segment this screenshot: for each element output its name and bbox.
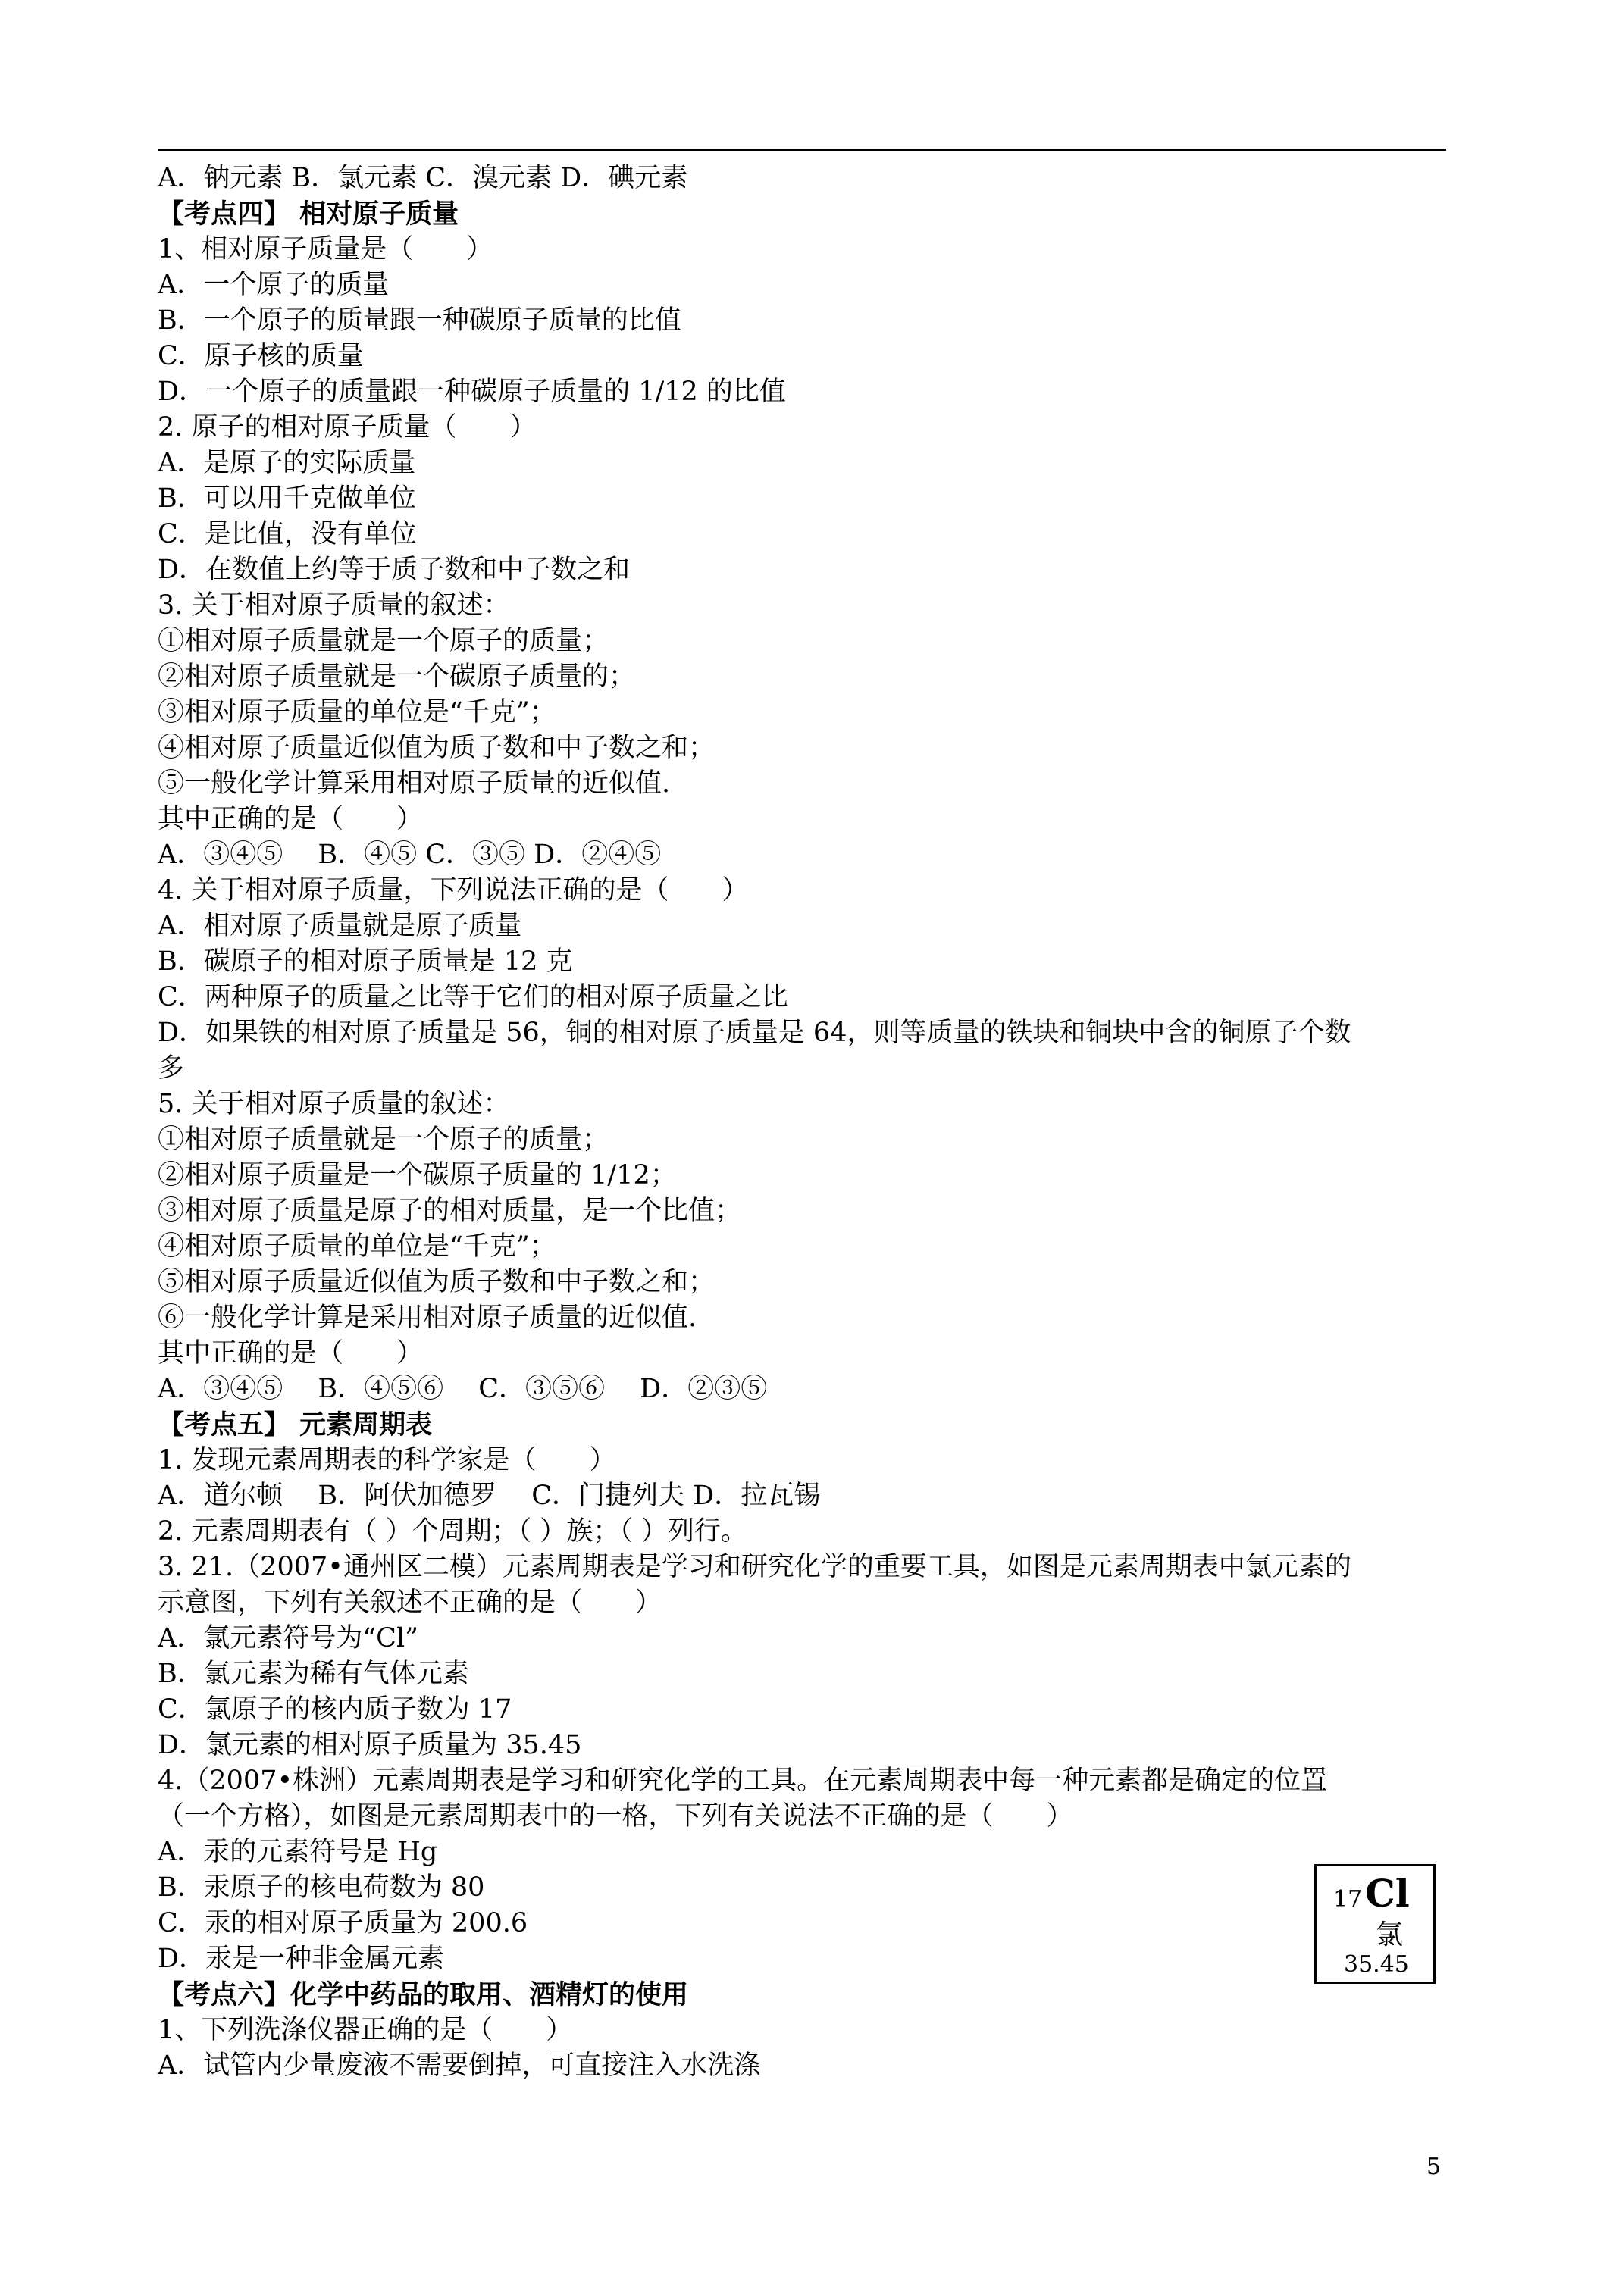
text-line: A．道尔顿 B．阿伏加德罗 C．门捷列夫 D．拉瓦锡 <box>158 1481 821 1511</box>
text-line: A．钠元素 B．氯元素 C．溴元素 D．碘元素 <box>158 163 688 193</box>
section-heading: 【考点四】 相对原子质量 <box>158 199 459 230</box>
text-line: C．原子核的质量 <box>158 341 364 371</box>
text-line: A．是原子的实际质量 <box>158 448 416 478</box>
text-line: D．一个原子的质量跟一种碳原子质量的 1/12 的比值 <box>158 377 786 407</box>
text-line: A．一个原子的质量 <box>158 270 390 300</box>
text-line: B．碳原子的相对原子质量是 12 克 <box>158 946 573 977</box>
periodic-table-cell-chlorine <box>1314 1864 1436 1984</box>
text-line: A．③④⑤ B．④⑤⑥ C．③⑤⑥ D．②③⑤ <box>158 1374 768 1404</box>
text-line: A．③④⑤ B．④⑤ C．③⑤ D．②④⑤ <box>158 840 662 870</box>
text-line: A．试管内少量废液不需要倒掉，可直接注入水洗涤 <box>158 2050 761 2081</box>
text-line: ②相对原子质量就是一个碳原子质量的； <box>158 662 636 692</box>
text-line: 1、相对原子质量是（ ） <box>158 234 493 264</box>
text-line: 多 <box>158 1053 185 1084</box>
text-line: C．两种原子的质量之比等于它们的相对原子质量之比 <box>158 982 788 1012</box>
text-line: ④相对原子质量的单位是“千克”； <box>158 1231 556 1262</box>
text-line: C．汞的相对原子质量为 200.6 <box>158 1908 528 1938</box>
text-line: ⑤一般化学计算采用相对原子质量的近似值. <box>158 768 671 799</box>
element-symbol: Cl <box>1365 1871 1410 1916</box>
text-line: 其中正确的是（ ） <box>158 1338 424 1369</box>
text-line: C．是比值，没有单位 <box>158 519 417 549</box>
text-line: 1. 发现元素周期表的科学家是（ ） <box>158 1445 616 1475</box>
text-line: 3. 关于相对原子质量的叙述： <box>158 590 510 621</box>
text-line: D．在数值上约等于质子数和中子数之和 <box>158 555 631 585</box>
text-line: 示意图，下列有关叙述不正确的是（ ） <box>158 1587 662 1618</box>
text-line: 4.（2007•株洲）元素周期表是学习和研究化学的工具。在元素周期表中每一种元素都是确定的位置 <box>158 1766 1328 1796</box>
text-line: 2. 原子的相对原子质量（ ） <box>158 412 537 443</box>
text-line: ⑤相对原子质量近似值为质子数和中子数之和； <box>158 1267 715 1297</box>
text-line: 其中正确的是（ ） <box>158 804 424 834</box>
text-line: B．汞原子的核电荷数为 80 <box>158 1872 485 1903</box>
text-line: （一个方格），如图是元素周期表中的一格，下列有关说法不正确的是（ ） <box>158 1801 1073 1831</box>
text-line: 3. 21.（2007•通州区二模）元素周期表是学习和研究化学的重要工具，如图是元素周期表中氯元素的 <box>158 1552 1351 1582</box>
text-line: C．氯原子的核内质子数为 17 <box>158 1694 512 1725</box>
document-body <box>158 161 1446 2084</box>
text-line: A．氯元素符号为“Cl” <box>158 1623 419 1653</box>
text-line: 4. 关于相对原子质量，下列说法正确的是（ ） <box>158 875 749 906</box>
text-line: D．如果铁的相对原子质量是 56，铜的相对原子质量是 64，则等质量的铁块和铜块中含的铜原子个数 <box>158 1018 1351 1048</box>
atomic-number: 17 <box>1333 1886 1363 1913</box>
text-line: ①相对原子质量就是一个原子的质量； <box>158 626 609 656</box>
section-heading: 【考点五】 元素周期表 <box>158 1409 433 1440</box>
text-line: ④相对原子质量近似值为质子数和中子数之和； <box>158 733 715 763</box>
header-rule <box>158 149 1446 151</box>
text-line: ①相对原子质量就是一个原子的质量； <box>158 1125 609 1155</box>
section-heading: 【考点六】化学中药品的取用、酒精灯的使用 <box>158 1979 689 2010</box>
page-number: 5 <box>1426 2154 1442 2180</box>
text-line: A．汞的元素符号是 Hg <box>158 1837 438 1867</box>
text-line: D．氯元素的相对原子质量为 35.45 <box>158 1730 582 1760</box>
text-line: 1、下列洗涤仪器正确的是（ ） <box>158 2015 573 2045</box>
text-line: ③相对原子质量是原子的相对质量，是一个比值； <box>158 1196 742 1226</box>
text-line: ③相对原子质量的单位是“千克”； <box>158 697 556 727</box>
text-line: ②相对原子质量是一个碳原子质量的 1/12； <box>158 1160 677 1190</box>
text-line: 2. 元素周期表有（ ）个周期；（ ）族；（ ）列行。 <box>158 1516 747 1547</box>
text-line: B．可以用千克做单位 <box>158 483 416 514</box>
text-line: B．氯元素为稀有气体元素 <box>158 1659 469 1689</box>
text-line: 5. 关于相对原子质量的叙述： <box>158 1089 510 1119</box>
element-name: 氯 <box>1376 1919 1404 1950</box>
text-line: A．相对原子质量就是原子质量 <box>158 911 522 941</box>
text-line: B．一个原子的质量跟一种碳原子质量的比值 <box>158 305 681 336</box>
text-line: D．汞是一种非金属元素 <box>158 1944 445 1974</box>
atomic-mass: 35.45 <box>1344 1951 1409 1978</box>
text-line: ⑥一般化学计算是采用相对原子质量的近似值. <box>158 1303 697 1333</box>
